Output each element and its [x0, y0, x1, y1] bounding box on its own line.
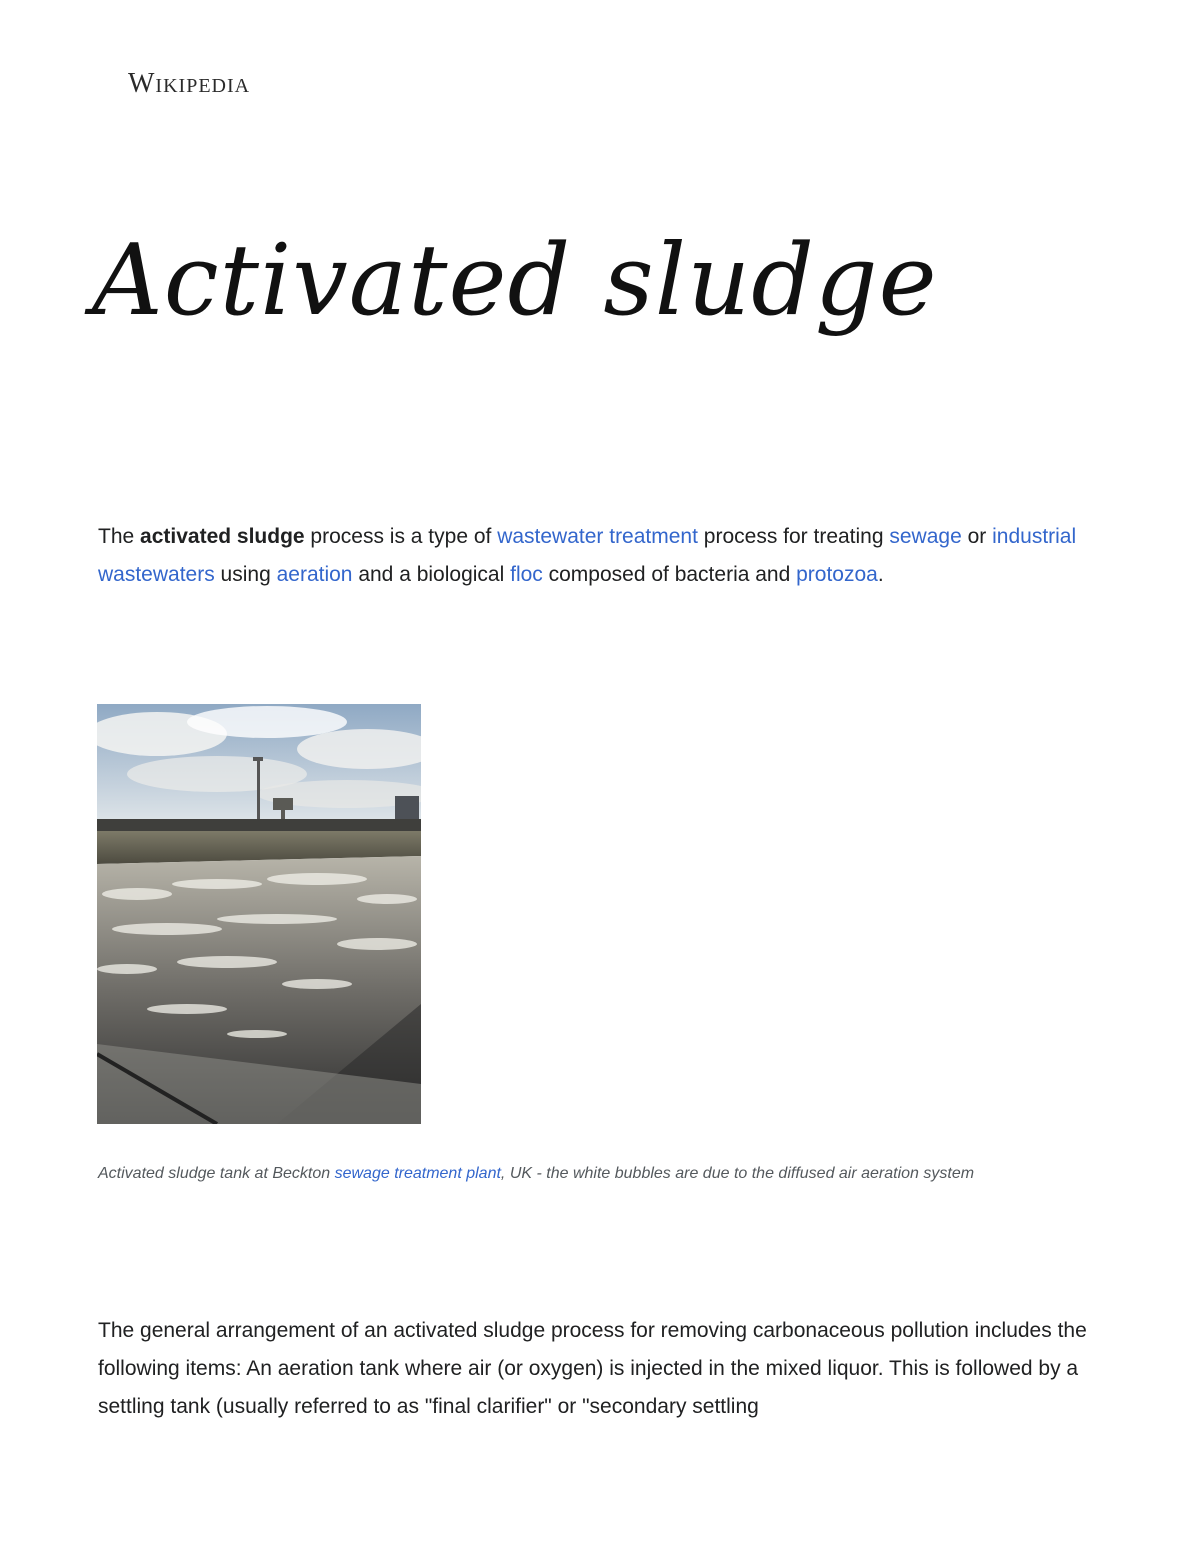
photo-illustration [97, 704, 421, 1124]
intro-text: using [214, 563, 277, 586]
activated-sludge-tank-photo[interactable] [97, 704, 421, 1124]
building [395, 796, 419, 822]
intro-text: process for treating [697, 525, 890, 548]
image-caption [98, 1160, 1058, 1187]
cloud [187, 706, 347, 738]
caption-text: , UK - the white bubbles are due to the diffused air aeration system [500, 1165, 975, 1182]
lamp-head [253, 757, 263, 761]
link-floc[interactable]: floc [510, 563, 543, 586]
link-industrial-wastewaters[interactable]: industrial wastewaters [98, 525, 1077, 586]
link-aeration[interactable]: aeration [276, 563, 353, 586]
intro-text: The [98, 525, 141, 548]
water-tower [273, 798, 293, 810]
link-protozoa[interactable]: protozoa [796, 563, 878, 586]
intro-text: process is a type of [304, 525, 498, 548]
body-paragraph: The general arrangement of an activated sludge process for removing carbonaceous pollution includes the following items: An aeration tank where air (or oxygen) is injected in the mixed liquor. This is followed by a settling tank (usually referred to as "final clarifier" or "secondary settling [98, 1319, 1087, 1418]
intro-text: and a biological [352, 563, 511, 586]
intro-text: . [877, 563, 884, 586]
horizon-line [97, 819, 421, 831]
page-title: Activated sludge [92, 224, 938, 338]
link-wastewater-treatment[interactable]: wastewater treatment [497, 525, 698, 548]
wikipedia-wordmark[interactable]: Wikipedia [128, 68, 251, 99]
intro-bold-term: activated sludge [140, 525, 305, 548]
intro-text: composed of bacteria and [542, 563, 797, 586]
intro-paragraph [98, 518, 1138, 594]
caption-text: Activated sludge tank at Beckton [98, 1165, 335, 1182]
link-sewage-treatment-plant[interactable]: sewage treatment plant [334, 1165, 501, 1182]
intro-text: or [961, 525, 993, 548]
link-sewage[interactable]: sewage [889, 525, 962, 548]
lamp-post [257, 759, 260, 829]
